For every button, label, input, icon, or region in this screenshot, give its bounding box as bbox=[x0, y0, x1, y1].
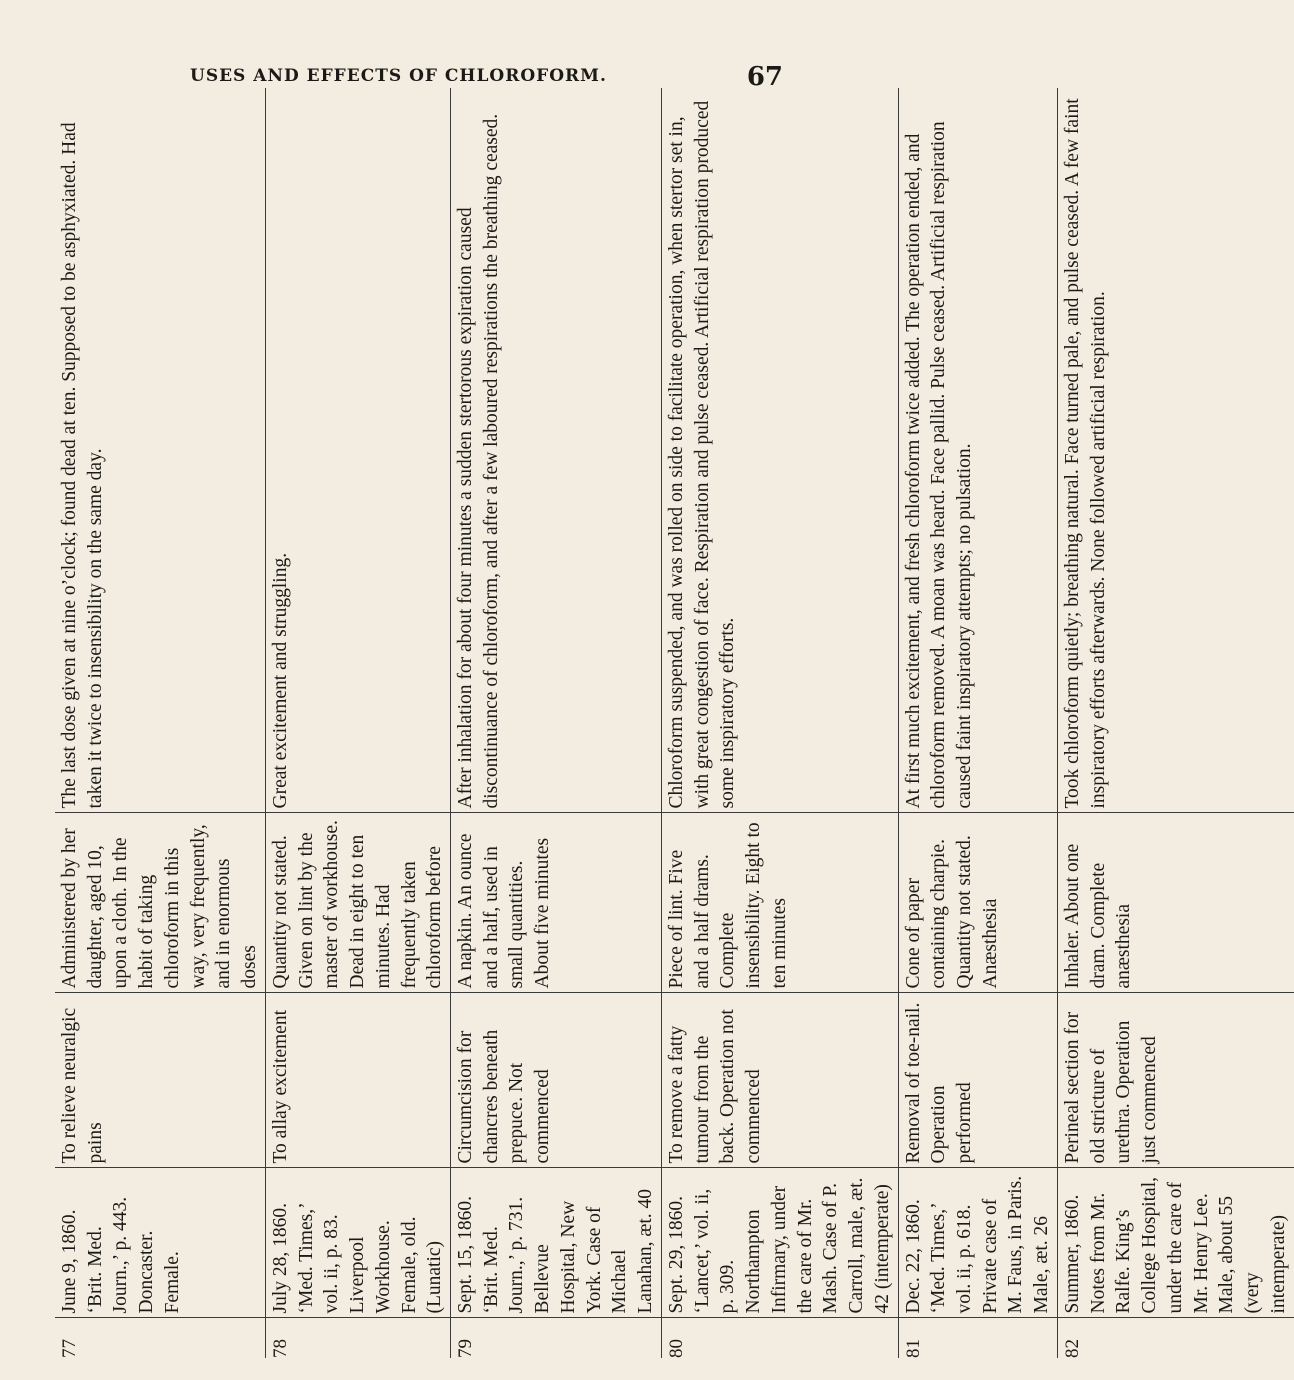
case-dose: Inhaler. About one dram. Complete anæsthesia bbox=[1057, 813, 1293, 993]
case-result: Chloroform suspended, and was rolled on side to facilitate operation, when stertor set in, with great congestion of face. Respiration and pulse ceased. Artificial respiration produced some inspiratory efforts. bbox=[661, 88, 898, 813]
table-row bbox=[55, 88, 265, 1358]
case-number: 77 bbox=[59, 1339, 80, 1358]
case-reference: Summer, 1860. Notes from Mr. Ralfe. King’s College Hospital, under the care of Mr. Henry Lee. Male, about 55 (very intemperate) bbox=[1057, 1168, 1293, 1318]
case-operation: To relieve neuralgic pains bbox=[55, 993, 265, 1168]
case-result: After inhalation for about four minutes a sudden stertorous expiration caused discontinuance of chloroform, and after a few laboured respirations the breathing ceased. bbox=[451, 88, 662, 813]
table-row bbox=[1057, 88, 1293, 1358]
case-number: 79 bbox=[455, 1339, 477, 1358]
case-result: Great excitement and struggling. bbox=[265, 88, 450, 813]
case-dose: Quantity not stated. Given on lint by the master of workhouse. Dead in eight to ten minutes. Had frequently taken chloroform before bbox=[265, 813, 450, 993]
case-dose: Administered by her daughter, aged 10, upon a cloth. In the habit of taking chloroform in this way, very frequently, and in enormous doses bbox=[55, 813, 265, 993]
case-result: At first much excitement, and fresh chloroform twice added. The operation ended, and chloroform removed. A moan was heard. Face pallid. Pulse ceased. Artificial respiration caused faint inspiratory attempts; no pulsation. bbox=[898, 88, 1057, 813]
table-row bbox=[898, 88, 1057, 1358]
case-result: Took chloroform quietly; breathing natural. Face turned pale, and pulse ceased. A few faint inspiratory efforts afterwards. None followed artificial respiration. bbox=[1057, 88, 1293, 813]
case-number: 81 bbox=[902, 1339, 924, 1358]
case-reference: July 28, 1860. ‘Med. Times,’ vol. ii, p. 83. Liverpool Workhouse. Female, old. (Lunatic) bbox=[265, 1168, 450, 1318]
case-reference: Sept. 15, 1860. ‘Brit. Med. Journ.,’ p. 731. Bellevue Hospital, New York. Case of Michael Lanahan, æt. 40 bbox=[451, 1168, 662, 1318]
case-number: 80 bbox=[665, 1339, 687, 1358]
table-row bbox=[661, 88, 898, 1358]
case-dose: A napkin. An ounce and a half, used in small quantities. About five minutes bbox=[451, 813, 662, 993]
running-head: USES AND EFFECTS OF CHLOROFORM. bbox=[190, 66, 607, 86]
page-number: 67 bbox=[746, 62, 783, 92]
case-operation: To remove a fatty tumour from the back. Operation not commenced bbox=[661, 993, 898, 1168]
case-operation: Perineal section for old stricture of urethra. Operation just commenced bbox=[1057, 993, 1293, 1168]
table-row bbox=[265, 88, 450, 1358]
case-table bbox=[55, 88, 1294, 1358]
case-reference: June 9, 1860. ‘Brit. Med. Journ.,’ p. 443. Doncaster. Female. bbox=[55, 1168, 265, 1318]
case-result: The last dose given at nine o’clock; found dead at ten. Supposed to be asphyxiated. Had taken it twice to insensibility on the same day. bbox=[55, 88, 265, 813]
rotated-table-container bbox=[55, 88, 1289, 1358]
case-operation: Circumcision for chancres beneath prepuce. Not commenced bbox=[451, 993, 662, 1168]
case-number: 78 bbox=[269, 1339, 291, 1358]
case-reference: Sept. 29, 1860. ‘Lancet,’ vol. ii, p. 309. Northampton Infirmary, under the care of Mr. Mash. Case of P. Carroll, male, æt. 42 (intemperate) bbox=[661, 1168, 898, 1318]
case-operation: Removal of toe-nail. Operation performed bbox=[898, 993, 1057, 1168]
table-row bbox=[451, 88, 662, 1358]
case-operation: To allay excitement bbox=[265, 993, 450, 1168]
case-dose: Piece of lint. Five and a half drams. Complete insensibility. Eight to ten minutes bbox=[661, 813, 898, 993]
case-reference: Dec. 22, 1860. ‘Med. Times,’ vol. ii, p. 618. Private case of M. Faus, in Paris. Male, æt. 26 bbox=[898, 1168, 1057, 1318]
case-dose: Cone of paper containing charpie. Quantity not stated. Anæsthesia bbox=[898, 813, 1057, 993]
case-number: 82 bbox=[1061, 1339, 1083, 1358]
